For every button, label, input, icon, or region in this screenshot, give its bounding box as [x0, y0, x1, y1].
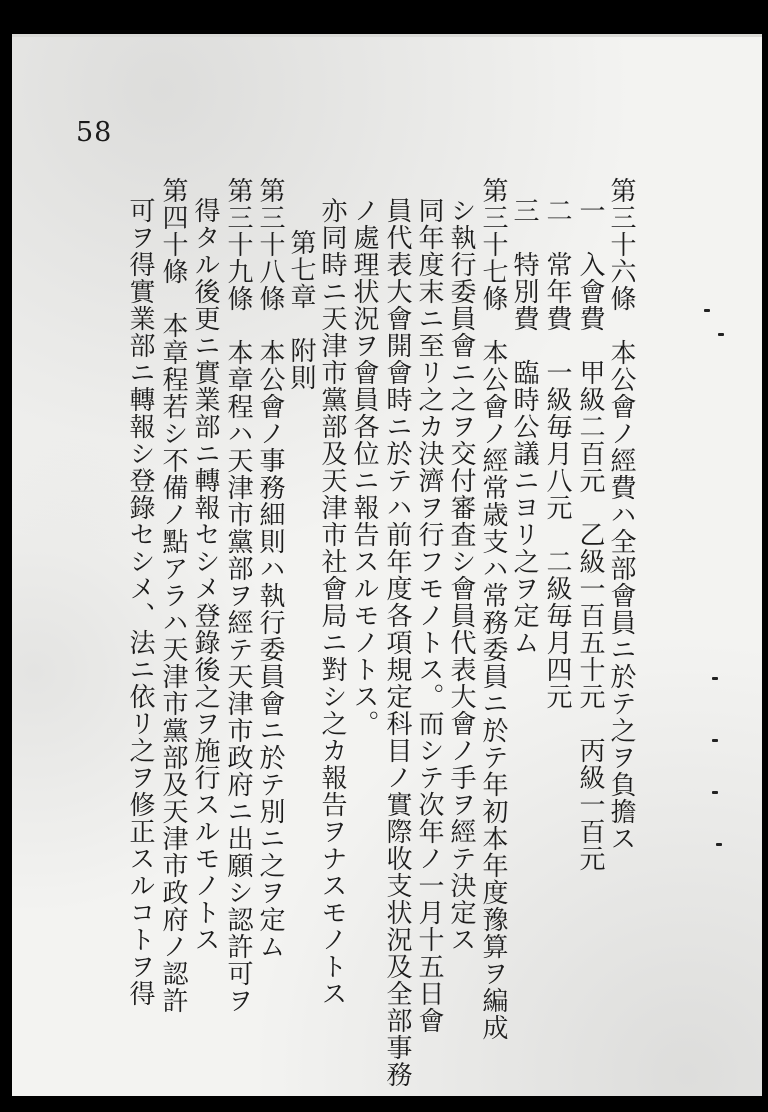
article-36-heading: 第三十六條 本公會ノ經費ハ全部會員ニ於テ之ヲ負擔ス	[606, 177, 636, 852]
article-38: 第三十八條 本公會ノ事務細則ハ執行委員會ニ於テ別ニ之ヲ定ム	[255, 177, 285, 960]
article-40-line-2: 可ヲ得實業部ニ轉報シ登錄セシメ、法ニ依リ之ヲ修正スルコトヲ得	[125, 197, 155, 1007]
article-36-item-2: 二 常年費 一級毎月八元 二級毎月四元	[542, 197, 572, 710]
article-37-line-6: 亦同時ニ天津市黨部及天津市社會局ニ對シ之カ報告ヲナスモノトス	[317, 197, 347, 1007]
article-36-item-1: 一 入會費 甲級二百元 乙級一百五十元 丙級一百元	[575, 197, 605, 872]
page-number: 58	[76, 117, 113, 148]
article-37-line-1: 第三十七條 本公會ノ經常歳支ハ常務委員ニ於テ年初本年度豫算ヲ編成	[478, 177, 508, 1041]
scan-speck	[712, 739, 718, 742]
scan-speck	[718, 333, 724, 336]
scan-speck	[712, 677, 718, 680]
article-36-item-3: 三 特別費 臨時公議ニヨリ之ヲ定ム	[509, 197, 539, 656]
scan-speck	[704, 309, 710, 312]
scan-speck	[716, 843, 722, 846]
article-39-line-2: 得タル後更ニ實業部ニ轉報セシメ登錄後之ヲ施行スルモノトス	[190, 197, 220, 953]
article-37-line-3: 同年度末ニ至リ之カ決濟ヲ行フモノトス。而シテ次年ノ一月十五日會	[414, 197, 444, 1034]
article-37-line-5: ノ處理状況ヲ會員各位ニ報告スルモノトス。	[349, 197, 379, 737]
article-40-line-1: 第四十條 本章程若シ不備ノ點アラハ天津市黨部及天津市政府ノ認許	[158, 177, 188, 1014]
document-page	[12, 34, 762, 1096]
article-39-line-1: 第三十九條 本章程ハ天津市黨部ヲ經テ天津市政府ニ出願シ認許可ヲ	[223, 177, 253, 1014]
chapter-7-heading: 第七章 附則	[286, 229, 316, 391]
scan-speck	[712, 791, 718, 794]
article-37-line-2: シ執行委員會ニ之ヲ交付審査シ會員代表大會ノ手ヲ經テ決定ス	[446, 197, 476, 953]
article-37-line-4: 員代表大會開會時ニ於テハ前年度各項規定科目ノ實際收支状況及全部事務	[382, 197, 412, 1088]
